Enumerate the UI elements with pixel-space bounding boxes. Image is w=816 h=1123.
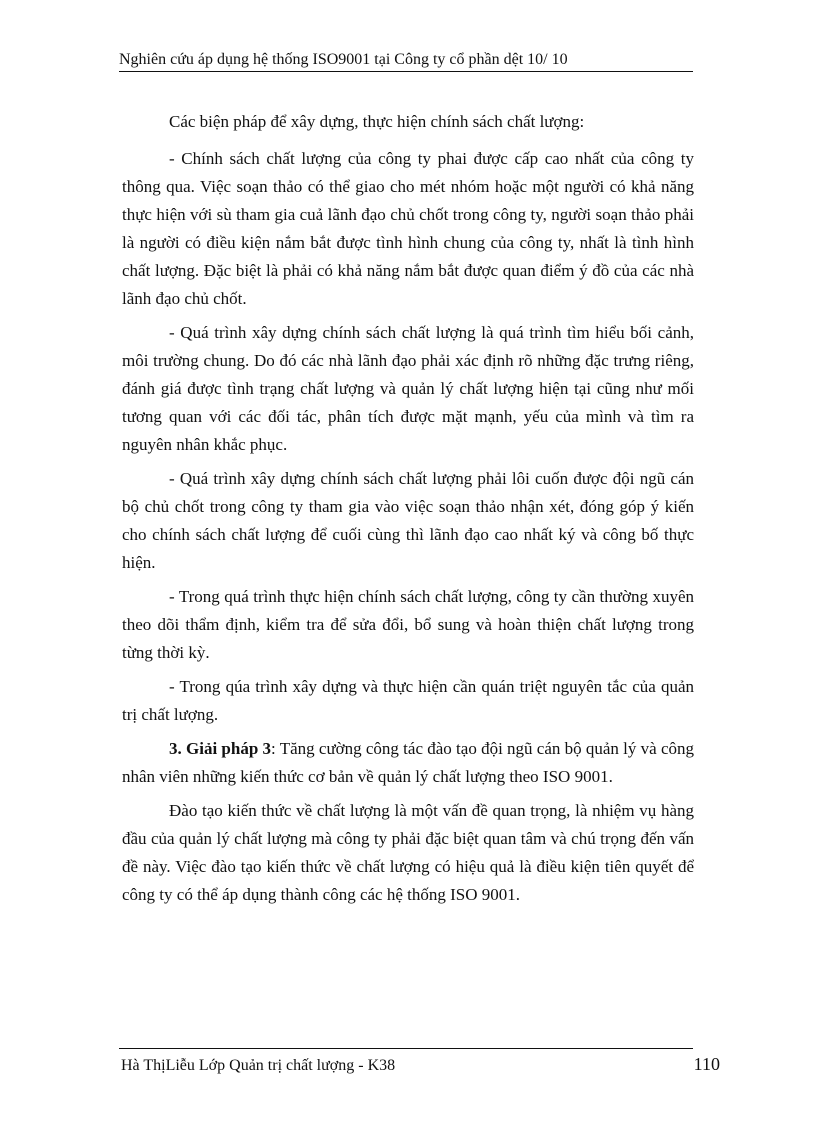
paragraph-policy-context: - Quá trình xây dựng chính sách chất lượng là quá trình tìm hiểu bối cảnh, môi trường chung. Do đó các nhà lãnh đạo phải xác định rõ những đặc trưng riêng, đánh giá được tình trạng chất lượng và quản lý chất lượng hiện tại cũng như mối tương quan với các đối tác, phân tích được mặt mạnh, yếu của mình và tìm ra nguyên nhân khắc phục. (122, 323, 694, 454)
solution-3-text: : Tăng cường công tác đào tạo đội ngũ cán bộ quản lý và công nhân viên những kiến thức cơ bản về quản lý chất lượng theo ISO 9001. (122, 739, 694, 786)
paragraph-policy-approval: - Chính sách chất lượng của công ty phai được cấp cao nhất của công ty thông qua. Việc soạn thảo có thể giao cho mét nhóm hoặc một người có khả năng thực hiện với sù tham gia cuả lãnh đạo chủ chốt trong công ty, người soạn thảo phải là người có điều kiện nắm bắt được tình hình chung của công ty, nhất là tình hình chất lượng. Đặc biệt là phải có khả năng nắm bắt được quan điểm ý đồ của các nhà lãnh đạo chủ chốt. (122, 149, 694, 308)
paragraph-principles: - Trong qúa trình xây dựng và thực hiện cần quán triệt nguyên tắc của quản trị chất lượng. (122, 677, 694, 724)
page-body (122, 108, 694, 915)
footer-author: Hà ThịLiễu Lớp Quản trị chất lượng - K38 (121, 1057, 396, 1074)
paragraph-monitoring: - Trong quá trình thực hiện chính sách chất lượng, công ty cần thường xuyên theo dõi thẩm định, kiểm tra để sửa đổi, bổ sung và hoàn thiện chất lượng trong từng thời kỳ. (122, 587, 694, 662)
paragraph-staff-involvement: - Quá trình xây dựng chính sách chất lượng phải lôi cuốn được đội ngũ cán bộ chủ chốt trong công ty tham gia vào việc soạn thảo nhận xét, đóng góp ý kiến cho chính sách chất lượng để cuối cùng thì lãnh đạo cao nhất ký và công bố thực hiện. (122, 469, 694, 572)
footer-divider (119, 1048, 693, 1049)
paragraph-solution-3 (122, 735, 694, 791)
page-number: 110 (693, 1054, 720, 1074)
running-header: Nghiên cứu áp dụng hệ thống ISO9001 tại Công ty cổ phần dệt 10/ 10 (119, 50, 693, 72)
intro-paragraph: Các biện pháp để xây dựng, thực hiện chính sách chất lượng: (169, 112, 585, 131)
paragraph-training: Đào tạo kiến thức về chất lượng là một vấn đề quan trọng, là nhiệm vụ hàng đầu của quản lý chất lượng mà công ty phải đặc biệt quan tâm và chú trọng đến vấn đề này. Việc đào tạo kiến thức về chất lượng có hiệu quả là điều kiện tiên quyết để công ty có thể áp dụng thành công các hệ thống ISO 9001. (122, 801, 694, 904)
solution-3-heading: 3. Giải pháp 3 (169, 739, 272, 758)
